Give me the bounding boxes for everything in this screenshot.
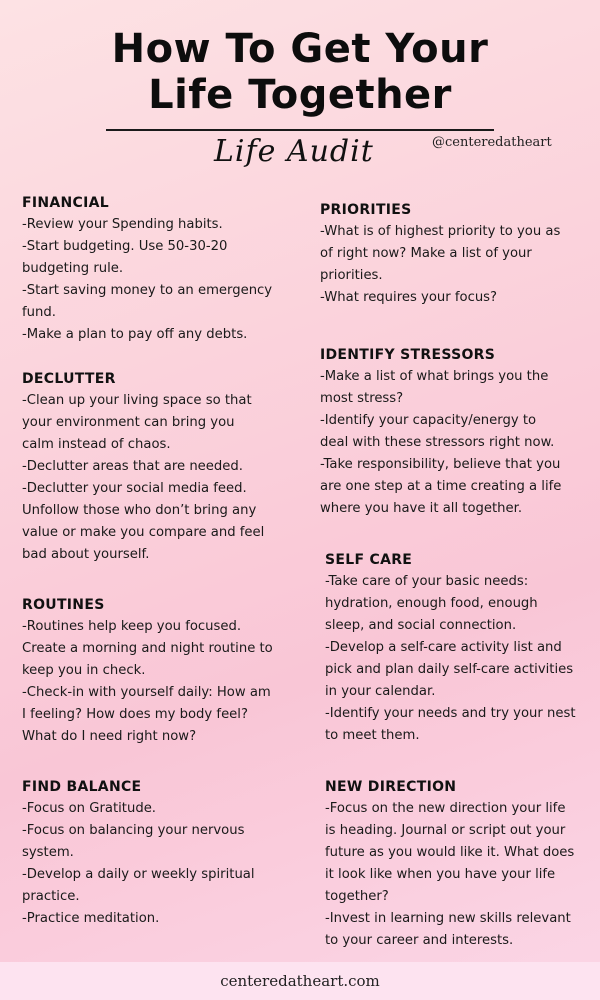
section-line: I feeling? How does my body feel?	[22, 707, 248, 722]
section-line: Create a morning and night routine to	[22, 641, 273, 656]
section-line: sleep, and social connection.	[325, 618, 517, 633]
section-line: priorities.	[320, 268, 383, 283]
section-heading: ROUTINES	[22, 597, 105, 613]
section-line: are one step at a time creating a life	[320, 479, 562, 494]
section-line: fund.	[22, 305, 56, 320]
section-line: value or make you compare and feel	[22, 525, 265, 540]
section-line: practice.	[22, 889, 80, 904]
section-heading: PRIORITIES	[320, 202, 412, 218]
section-line: What do I need right now?	[22, 729, 197, 744]
section-line: it look like when you have your life	[325, 867, 556, 882]
section-line: Unfollow those who don’t bring any	[22, 503, 257, 518]
section-line: together?	[325, 889, 389, 904]
section-line: -Develop a self-care activity list and	[325, 640, 562, 655]
section-line: is heading. Journal or script out your	[325, 823, 566, 838]
section-line: -Develop a daily or weekly spiritual	[22, 867, 255, 882]
section-line: -Invest in learning new skills relevant	[325, 911, 571, 926]
social-handle: @centeredatheart	[432, 135, 552, 150]
section-heading: IDENTIFY STRESSORS	[320, 347, 496, 363]
section-self-care	[325, 552, 595, 747]
section-declutter	[22, 371, 292, 566]
section-line: -Start budgeting. Use 50-30-20	[22, 239, 228, 254]
section-line: of right now? Make a list of your	[320, 246, 532, 261]
section-line: -Review your Spending habits.	[22, 217, 223, 232]
section-identify-stressors	[320, 347, 590, 520]
section-line: -Declutter areas that are needed.	[22, 459, 243, 474]
section-new-direction	[325, 779, 595, 952]
section-line: -Make a plan to pay off any debts.	[22, 327, 248, 342]
section-line: -Check-in with yourself daily: How am	[22, 685, 271, 700]
section-financial	[22, 195, 292, 346]
title-divider	[106, 129, 494, 131]
section-line: -Focus on the new direction your life	[325, 801, 566, 816]
section-heading: DECLUTTER	[22, 371, 116, 387]
section-line: your environment can bring you	[22, 415, 235, 430]
section-line: -Start saving money to an emergency	[22, 283, 273, 298]
section-heading: FINANCIAL	[22, 195, 109, 211]
section-line: to your career and interests.	[325, 933, 514, 948]
section-heading: SELF CARE	[325, 552, 413, 568]
section-routines	[22, 597, 292, 748]
section-line: -Identify your capacity/energy to	[320, 413, 537, 428]
section-line: -Focus on balancing your nervous	[22, 823, 245, 838]
section-line: keep you in check.	[22, 663, 146, 678]
section-line: -What is of highest priority to you as	[320, 224, 561, 239]
section-line: -Declutter your social media feed.	[22, 481, 247, 496]
section-line: calm instead of chaos.	[22, 437, 171, 452]
section-line: pick and plan daily self-care activities	[325, 662, 574, 677]
section-line: future as you would like it. What does	[325, 845, 575, 860]
section-line: -Take responsibility, believe that you	[320, 457, 561, 472]
section-line: to meet them.	[325, 728, 420, 743]
section-priorities	[320, 202, 590, 309]
section-line: -Routines help keep you focused.	[22, 619, 242, 634]
section-heading: FIND BALANCE	[22, 779, 142, 795]
section-line: hydration, enough food, enough	[325, 596, 538, 611]
section-line: -Take care of your basic needs:	[325, 574, 529, 589]
section-line: deal with these stressors right now.	[320, 435, 555, 450]
section-heading: NEW DIRECTION	[325, 779, 457, 795]
title-line-1: How To Get Your	[111, 26, 489, 72]
section-line: system.	[22, 845, 74, 860]
section-line: -Clean up your living space so that	[22, 393, 252, 408]
section-line: -Make a list of what brings you the	[320, 369, 549, 384]
section-line: -Focus on Gratitude.	[22, 801, 156, 816]
subtitle: Life Audit	[214, 134, 374, 169]
page-title	[0, 26, 600, 118]
section-line: where you have it all together.	[320, 501, 523, 516]
section-find-balance	[22, 779, 292, 930]
section-line: -What requires your focus?	[320, 290, 498, 305]
section-line: most stress?	[320, 391, 404, 406]
section-line: budgeting rule.	[22, 261, 124, 276]
section-line: in your calendar.	[325, 684, 436, 699]
section-line: -Identify your needs and try your nest	[325, 706, 576, 721]
footer-website: centeredatheart.com	[0, 962, 600, 1000]
section-line: bad about yourself.	[22, 547, 150, 562]
title-line-2: Life Together	[148, 72, 452, 118]
section-line: -Practice meditation.	[22, 911, 160, 926]
